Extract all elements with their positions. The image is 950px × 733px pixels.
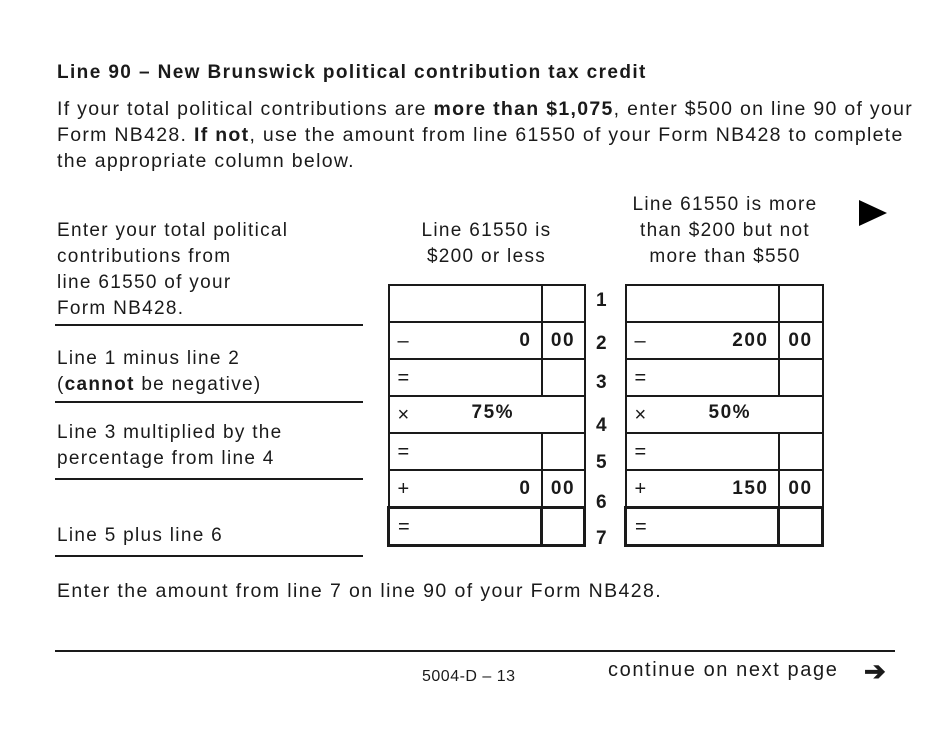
line1-col2-amount[interactable]	[626, 285, 779, 322]
rate-value: 50%	[708, 402, 752, 423]
equals-sign: =	[635, 516, 649, 538]
intro-bold-2: If not	[193, 124, 250, 146]
line2-col2-amount	[626, 322, 779, 359]
line5-col1-amount[interactable]	[389, 433, 542, 470]
line4-col1-rate	[389, 396, 585, 433]
minus-sign: –	[397, 330, 411, 352]
label-text: Line 3 multiplied by the	[57, 422, 283, 443]
line-number: 3	[596, 372, 608, 393]
equals-sign: =	[398, 516, 412, 538]
line1-col1-amount[interactable]	[389, 285, 542, 322]
label-text: be negative)	[134, 374, 262, 395]
line-number: 4	[596, 415, 608, 436]
continue-link[interactable]: continue on next page	[608, 659, 839, 681]
heading-text: Line 61550 is	[421, 220, 552, 241]
intro-bold-1: more than $1,075	[433, 98, 614, 120]
line5-col2-amount[interactable]	[626, 433, 779, 470]
line5-col2-cents[interactable]	[779, 433, 823, 470]
line4-col2-rate	[626, 396, 823, 433]
column-1-heading	[388, 218, 585, 270]
equals-sign: =	[634, 367, 648, 389]
intro-text-2: , enter $500 on line 90 of your Form NB428.	[57, 98, 914, 146]
line6-col2-amount	[626, 470, 779, 508]
heading-text: than $200 but not	[639, 220, 810, 241]
section-title: Line 90 – New Brunswick political contribution tax credit	[57, 62, 647, 83]
line2-col1-amount	[389, 322, 542, 359]
label-text: line 61550 of your	[57, 272, 232, 293]
right-triangle-icon	[859, 200, 887, 226]
line7-col2-cents[interactable]	[779, 508, 823, 546]
divider	[55, 478, 363, 480]
line3-label	[57, 346, 262, 398]
label-text: contributions from	[57, 246, 232, 267]
line-number: 7	[596, 528, 608, 549]
intro-paragraph	[57, 96, 917, 174]
heading-text: Line 61550 is more	[632, 194, 818, 215]
label-text: percentage from line 4	[57, 448, 275, 469]
label-text: (cannot be negative)	[57, 374, 262, 395]
heading-text: $200 or less	[426, 246, 547, 267]
equals-sign: =	[634, 441, 648, 463]
line1-col1-cents[interactable]	[542, 285, 585, 322]
cents-value: 00	[779, 322, 823, 359]
plus-sign: +	[634, 478, 648, 500]
label-bold: cannot	[64, 374, 135, 395]
amount-value: 150	[732, 478, 769, 499]
line7-col1-cents[interactable]	[542, 508, 585, 546]
multiply-sign: ×	[397, 404, 411, 426]
line7-label: Line 5 plus line 6	[57, 525, 224, 546]
equals-sign: =	[397, 441, 411, 463]
amount-value: 0	[519, 478, 532, 499]
plus-sign: +	[397, 478, 411, 500]
column-2-table	[624, 284, 824, 547]
line5-col1-cents[interactable]	[542, 433, 585, 470]
line6-col1-amount	[389, 470, 542, 508]
page-number: 5004-D – 13	[422, 668, 516, 685]
line-number: 5	[596, 452, 608, 473]
multiply-sign: ×	[634, 404, 648, 426]
intro-text-3: , use the amount from line 61550 of your Form NB428 to complete the appropriate column below.	[57, 124, 904, 172]
line-number: 6	[596, 492, 608, 513]
equals-sign: =	[397, 367, 411, 389]
column-2-heading	[612, 192, 838, 270]
label-text: Enter your total political	[57, 220, 289, 241]
divider	[55, 555, 363, 557]
line3-col2-amount[interactable]	[626, 359, 779, 396]
line3-col1-cents[interactable]	[542, 359, 585, 396]
cents-value: 00	[542, 322, 585, 359]
line5-label	[57, 420, 283, 472]
divider	[55, 324, 363, 326]
divider	[55, 401, 363, 403]
line-number: 2	[596, 333, 608, 354]
line1-col2-cents[interactable]	[779, 285, 823, 322]
line3-col2-cents[interactable]	[779, 359, 823, 396]
line7-col1-amount[interactable]	[389, 508, 542, 546]
amount-value: 0	[519, 330, 532, 351]
column-1-table	[387, 284, 586, 547]
amount-value: 200	[732, 330, 769, 351]
right-arrow-icon[interactable]: ➔	[864, 656, 887, 686]
footer-divider	[55, 650, 895, 652]
heading-text: more than $550	[649, 246, 801, 267]
label-text: Line 1 minus line 2	[57, 348, 241, 369]
intro-text-1: If your total political contributions are	[57, 98, 434, 120]
minus-sign: –	[634, 330, 648, 352]
line-number: 1	[596, 290, 608, 311]
label-text: Form NB428.	[57, 298, 185, 319]
line7-col2-amount[interactable]	[626, 508, 779, 546]
instruction-text: Enter the amount from line 7 on line 90 of your Form NB428.	[57, 580, 663, 602]
cents-value: 00	[779, 470, 823, 508]
line1-label	[57, 218, 288, 322]
cents-value: 00	[542, 470, 585, 508]
line3-col1-amount[interactable]	[389, 359, 542, 396]
rate-value: 75%	[471, 402, 515, 423]
